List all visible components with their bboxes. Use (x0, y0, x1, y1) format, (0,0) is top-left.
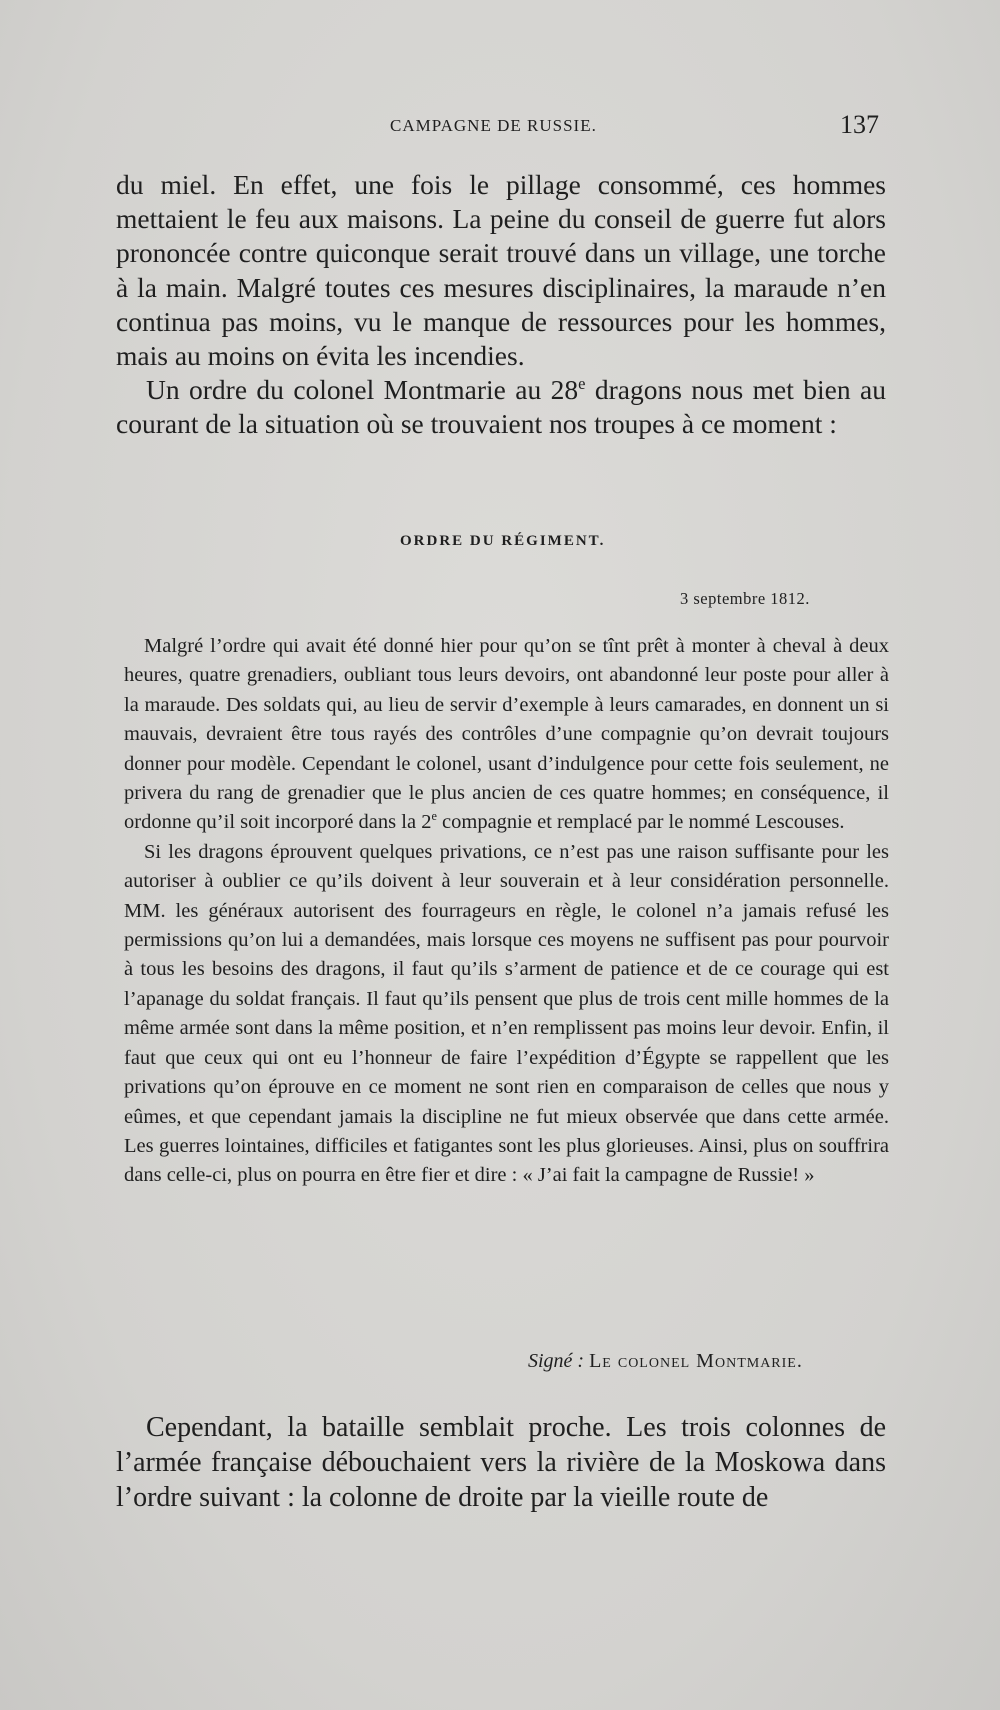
order-paragraph-1-end: compagnie et remplacé par le nommé Lescouses. (436, 811, 845, 834)
paragraph-2 (116, 373, 886, 441)
signature (528, 1350, 803, 1373)
order-date: 3 septembre 1812. (680, 589, 810, 608)
order-title: ORDRE DU RÉGIMENT. (400, 533, 606, 549)
paragraph-1: du miel. En effet, une fois le pillage consommé, ces hommes mettaient le feu aux maisons. La peine du conseil de guerre fut alors prononcée contre quiconque serait trouvé dans un village, une torche à la main. Malgré toutes ces mesures disciplinaires, la maraude n’en continua pas moins, vu le manque de ressources pour les hommes, mais au moins on évita les incendies. (116, 169, 886, 372)
order-paragraph-2: Si les dragons éprouvent quelques privations, ce n’est pas une raison suffisante pour les autoriser à oublier ce qu’ils doivent à leur souverain et à leur considération personnelle. MM. les généraux autorisent des fourrageurs en règle, le colonel n’a jamais refusé les permissions qu’on lui a demandées, mais lorsque ces moyens ne suffisent pas pour pourvoir à tous les besoins des dragons, il faut qu’ils s’arment de patience et de ce courage qui est l’apanage du soldat français. Il faut qu’ils pensent que plus de trois cent mille hommes de la même armée sont dans la même position, et n’en remplissent pas moins leur devoir. Enfin, il faut que ceux qui ont eu l’honneur de faire l’expédition d’Égypte se rappellent que les privations qu’on éprouve en ce moment ne sont rien en comparaison de celles que nous y eûmes, et que cependant jamais la discipline ne fut mieux observée que dans cette armée. Les guerres lointaines, difficiles et fatigantes sont les plus glorieuses. Ainsi, plus on souffrira dans celle-ci, plus on pourra en être fier et dire : « J’ai fait la campagne de Russie! » (124, 840, 889, 1187)
paragraph-2-end: dragons nous met bien au courant de la situation où se trouvaient nos troupes à ce moment : (116, 374, 886, 440)
closing-paragraph: Cependant, la bataille semblait proche. Les trois colonnes de l’armée française débouchaient vers la rivière de la Moskowa dans l’ordre suivant : la colonne de droite par la vieille route de (116, 1412, 886, 1513)
running-head: CAMPAGNE DE RUSSIE. (390, 116, 597, 135)
ordinal-superscript: e (578, 374, 586, 394)
order-paragraph-1-start: Malgré l’ordre qui avait été donné hier pour qu’on se tînt prêt à monter à cheval à deux heures, quatre grenadiers, oubliant tous leurs devoirs, ont abandonné leur poste pour aller à la maraude. Des soldats qui, au lieu de servir d’exemple à leurs camarades, en donnent un si mauvais, devraient être tous rayés des contrôles d’une compagnie qu’on devrait toujours donner pour modèle. Cependant le colonel, usant d’indulgence pour cette fois seulement, ne privera du rang de grenadier que le plus ancien de ces quatre hommes; en conséquence, il ordonne qu’il soit incorporé dans la (124, 635, 889, 834)
closing-text (116, 1410, 886, 1515)
company-superscript: e (431, 809, 437, 824)
signed-label: Signé : (528, 1350, 585, 1372)
company-number: 2 (421, 811, 432, 834)
main-text (116, 168, 886, 442)
paragraph-2-start: Un ordre du colonel Montmarie au 28 (146, 374, 579, 406)
page-number: 137 (840, 110, 879, 139)
signed-name: Le colonel Montmarie. (589, 1350, 803, 1372)
order-paragraph-1 (124, 632, 889, 838)
order-text (124, 632, 889, 1191)
